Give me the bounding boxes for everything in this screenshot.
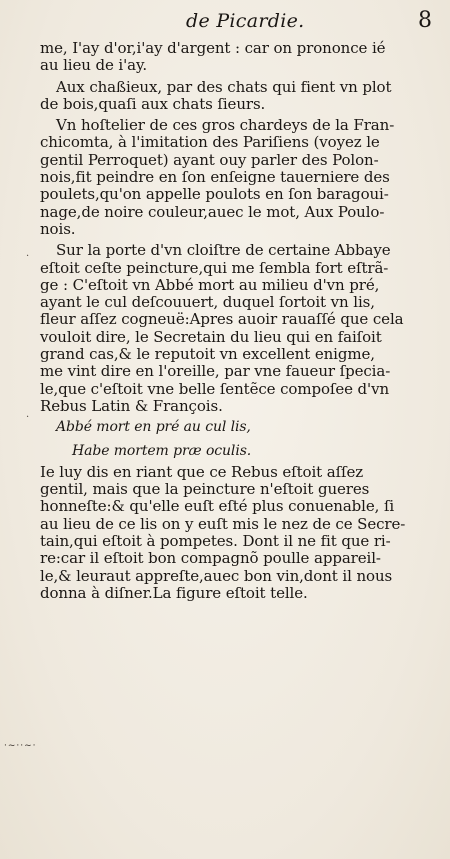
margin-mark: · xyxy=(26,412,30,423)
text-line: fleur aſſez cogneuë:Apres auoir rauaſſé que cela xyxy=(40,310,404,329)
text-line: Abbé mort en pré au cul lis, xyxy=(56,419,251,436)
text-line: tain,qui eſtoit à pompetes. Dont il ne fit que ri- xyxy=(40,532,391,551)
text-line: Vn hoſtelier de ces gros chardeys de la Fran- xyxy=(56,116,395,135)
text-line: au lieu de ce lis on y euſt mis le nez de ce Secre- xyxy=(40,514,406,533)
text-line: Habe mortem præ oculis. xyxy=(72,442,252,459)
text-line: nois,fit peindre en ſon enſeigne tauerniere des xyxy=(40,168,390,187)
text-line: vouloit dire, le Secretain du lieu qui en faiſoit xyxy=(40,327,382,346)
text-line: de bois,quaſi aux chats ſieurs. xyxy=(40,94,266,113)
page-number: 8 xyxy=(418,8,432,33)
text-line: au lieu de i'ay. xyxy=(40,56,148,75)
text-line: re:car il eſtoit bon compagnõ poulle appareil- xyxy=(40,549,381,568)
body-text xyxy=(40,40,430,602)
text-line: ge : C'eſtoit vn Abbé mort au milieu d'vn pré, xyxy=(40,275,380,294)
text-line: gentil Perroquet) ayant ouy parler des Polon- xyxy=(40,150,379,169)
text-line: nage,de noire couleur,auec le mot, Aux Poulo- xyxy=(40,202,385,221)
text-line: Aux chaßieux, par des chats qui fient vn plot xyxy=(56,77,392,96)
text-line: honneſte:& qu'elle euſt eſté plus conuenable, ſi xyxy=(40,497,395,516)
running-head: de Picardie. xyxy=(186,10,305,32)
text-line: poulets,qu'on appelle poulots en ſon baragoui- xyxy=(40,185,389,204)
text-line: gentil, mais que la peincture n'eſtoit gueres xyxy=(40,480,370,499)
text-line: donna à diſner.La figure eſtoit telle. xyxy=(40,583,308,602)
text-line: me vint dire en l'oreille, par vne faueur ſpecia- xyxy=(40,362,391,381)
text-line: me, I'ay d'or,i'ay d'argent : car on prononce ié xyxy=(40,39,386,57)
text-line: chicomta, à l'imitation des Pariſiens (voyez le xyxy=(40,133,380,152)
text-line: le,que c'eſtoit vne belle ſentẽce compoſee d'vn xyxy=(40,379,390,398)
text-line: Ie luy dis en riant que ce Rebus eſtoit aſſez xyxy=(40,462,364,481)
page-header xyxy=(0,8,450,38)
text-line: eſtoit ceſte peincture,qui me ſembla fort eſtrã- xyxy=(40,258,389,277)
text-line: le,& leuraut appreſte,auec bon vin,dont il nous xyxy=(40,566,393,585)
text-line: grand cas,& le reputoit vn excellent enigme, xyxy=(40,345,375,364)
text-line: Rebus Latin & François. xyxy=(40,396,223,415)
text-line: Sur la porte d'vn cloiſtre de certaine Abbaye xyxy=(56,241,391,260)
margin-mark: · xyxy=(26,251,30,262)
ornament-mark: ·~··~· xyxy=(4,741,37,751)
text-line: nois. xyxy=(40,219,76,238)
text-line: ayant le cul deſcouuert, duquel ſortoit vn lis, xyxy=(40,293,375,312)
